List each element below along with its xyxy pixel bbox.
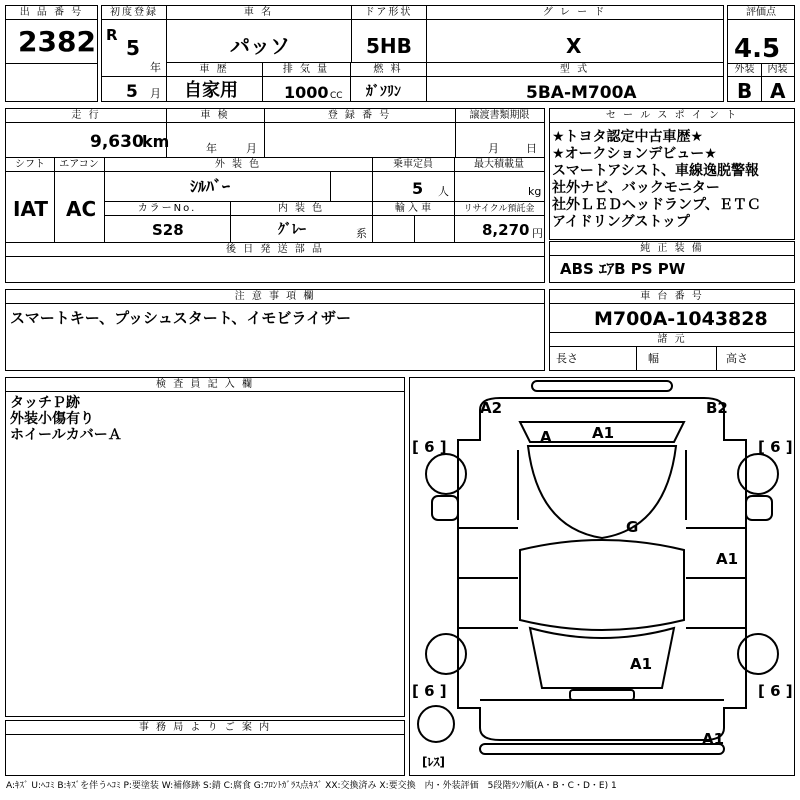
inspector-box [5, 377, 405, 717]
tire-fr: [ 6 ] [758, 438, 793, 456]
sales-point-line: アイドリングストップ [552, 214, 690, 230]
mileage: 9,630 [90, 132, 144, 152]
lot-label: 出 品 番 号 [6, 6, 97, 20]
sales-point-line: 社外ＬＥＤヘッドランプ、ＥＴＣ [552, 197, 761, 213]
sales-point-line: ★トヨタ認定中古車歴★ [552, 129, 704, 145]
reg-month: 5 [126, 82, 138, 102]
inspector-label: 検 査 員 記 入 欄 [6, 378, 404, 392]
legend: A:ｷｽﾞ U:ﾍｺﾐ B:ｷｽﾞを伴うﾍｺﾐ P:要塗装 W:補修跡 S:錆 C:腐食 G:ﾌﾛﾝﾄｶﾞﾗｽ点ｷｽﾞ XX:交換済み X:要交換 内・外装評価 5段階ﾗﾝｸ順(A・B・C・D・E) 1 [6, 781, 617, 791]
lot-box [5, 5, 98, 102]
recycle-unit: 円 [532, 227, 543, 240]
inspector-note: 外装小傷有り [10, 411, 94, 427]
transfer-day: 日 [526, 142, 537, 155]
sales-point-line: 社外ナビ、バックモニター [552, 180, 720, 196]
month-unit: 月 [150, 87, 161, 100]
notice-box [5, 289, 545, 371]
mark-b2: B2 [706, 399, 728, 417]
equipment-box [549, 241, 795, 283]
door-label: ドア形状 [351, 6, 426, 20]
sales-point-line: ★オークションデビュー★ [552, 146, 717, 162]
color: ｼﾙﾊﾞｰ [190, 177, 231, 196]
office-label: 事 務 局 よ り ご 案 内 [6, 721, 404, 735]
mark-a1-right: A1 [716, 550, 739, 568]
tire-rr: [ 6 ] [758, 682, 793, 700]
era: R [106, 26, 118, 44]
inspection-label: 車 検 [166, 109, 264, 123]
transfer-month: 月 [488, 142, 499, 155]
sales-point-line: スマートアシスト、車線逸脱警報 [552, 163, 760, 179]
chassis-label: 車 台 番 号 [550, 290, 794, 304]
inspector-note: ホイールカバーＡ [10, 427, 122, 443]
office-box [5, 720, 405, 776]
load-unit: kg [528, 185, 542, 198]
mileage-unit: km [142, 132, 170, 151]
displacement: 1000 [284, 83, 329, 102]
later-parts-label: 後 日 発 送 部 品 [6, 243, 544, 257]
reg-year: 5 [126, 36, 140, 60]
history-label: 車 歴 [166, 63, 262, 77]
colorno-label: カラーNo. [104, 202, 230, 216]
front-bumper-shape [532, 381, 672, 391]
int-score: A [770, 79, 786, 103]
color-no: S28 [152, 221, 184, 239]
wheel-fl-shape [426, 454, 466, 494]
tire-fl: [ 6 ] [412, 438, 447, 456]
car-name-label: 車 名 [166, 6, 351, 20]
shift: IAT [13, 197, 49, 221]
mark-g: G [626, 518, 639, 536]
mark-a1-windshield: A1 [592, 424, 615, 442]
wheel-rr-shape [738, 634, 778, 674]
capacity-unit: 人 [438, 185, 449, 198]
capacity: 5 [412, 179, 424, 198]
ext-label: 外装 [728, 63, 761, 77]
spec-length: 長さ [556, 352, 578, 365]
capacity-label: 乗車定員 [372, 158, 454, 172]
tire-rl: [ 6 ] [412, 682, 447, 700]
first-reg-label: 初度登録 [102, 6, 166, 20]
intcolor-unit: 系 [356, 227, 367, 240]
spare-tire-label: [ﾚｽ] [422, 755, 445, 769]
score-box [727, 5, 795, 102]
grade: X [566, 34, 582, 58]
year-unit: 年 [150, 61, 161, 74]
fuel-label: 燃 料 [350, 63, 426, 77]
equipment: ABS ｴｱB PS PW [560, 260, 686, 278]
rear-plate-shape [570, 690, 634, 700]
car-name: パッソ [230, 34, 290, 58]
mileage-label: 走 行 [6, 109, 166, 123]
car-diagram [409, 377, 795, 776]
load-label: 最大積載量 [454, 158, 544, 172]
mark-a2: A2 [480, 399, 503, 417]
score: 4.5 [734, 34, 781, 64]
chassis-box [549, 289, 795, 371]
header-row [101, 5, 724, 102]
score-label: 評価点 [728, 6, 794, 20]
model: 5BA-M700A [526, 83, 637, 103]
inspector-note: タッチＰ跡 [10, 395, 80, 411]
grade-label: グ レ ー ド [426, 6, 723, 20]
import-label: 輸 入 車 [372, 202, 454, 216]
left-mirror-shape [432, 496, 458, 520]
mark-a-windshield: A [540, 428, 552, 446]
disp-unit: CC [330, 91, 343, 101]
ac: AC [66, 197, 97, 221]
recycle-fee: 8,270 [482, 221, 530, 239]
insp-year-unit: 年 [206, 142, 217, 155]
sales-point-list [552, 129, 761, 231]
lot-number: 2382 [18, 25, 96, 58]
disp-label: 排 気 量 [262, 63, 350, 77]
int-label: 内装 [761, 63, 794, 77]
spec-width: 幅 [648, 352, 659, 365]
model-label: 型 式 [426, 63, 723, 77]
spec-height: 高さ [726, 352, 748, 365]
shift-label: シフト [6, 158, 54, 172]
right-mirror-shape [746, 496, 772, 520]
roof-shape [520, 540, 684, 630]
chassis-number: M700A-1043828 [594, 308, 768, 330]
color-label: 外 装 色 [104, 158, 372, 172]
mark-a1-bottom: A1 [702, 730, 725, 748]
rear-glass-shape [530, 628, 674, 688]
insp-month-unit: 月 [246, 142, 257, 155]
recycle-label: リサイクル預託金 [454, 202, 544, 216]
sales-point-box [549, 108, 795, 240]
intcolor-label: 内 装 色 [230, 202, 372, 216]
reg-no-label: 登 録 番 号 [264, 109, 455, 123]
ac-label: エアコン [54, 158, 104, 172]
rear-bumper-shape [480, 744, 724, 754]
detail-block [5, 108, 545, 283]
equipment-label: 純 正 装 備 [550, 242, 794, 256]
history: 自家用 [184, 80, 238, 101]
mark-a1-rear: A1 [630, 655, 653, 673]
notice-text: スマートキー、プッシュスタート、イモビライザー [10, 309, 351, 327]
fuel: ｶﾞｿﾘﾝ [366, 84, 401, 100]
wheel-fr-shape [738, 454, 778, 494]
door-type: 5HB [366, 34, 412, 58]
hood-shape [528, 446, 676, 538]
transfer-label: 譲渡書類期限 [455, 109, 544, 123]
ext-score: B [737, 79, 753, 103]
int-color: ｸﾞﾚｰ [278, 222, 306, 238]
sales-label: セ ー ル ス ポ イ ン ト [550, 109, 794, 123]
spare-tire-shape [418, 706, 454, 742]
inspector-notes [10, 395, 122, 443]
specs-label: 諸 元 [550, 333, 794, 347]
wheel-rl-shape [426, 634, 466, 674]
notice-label: 注 意 事 項 欄 [6, 290, 544, 304]
